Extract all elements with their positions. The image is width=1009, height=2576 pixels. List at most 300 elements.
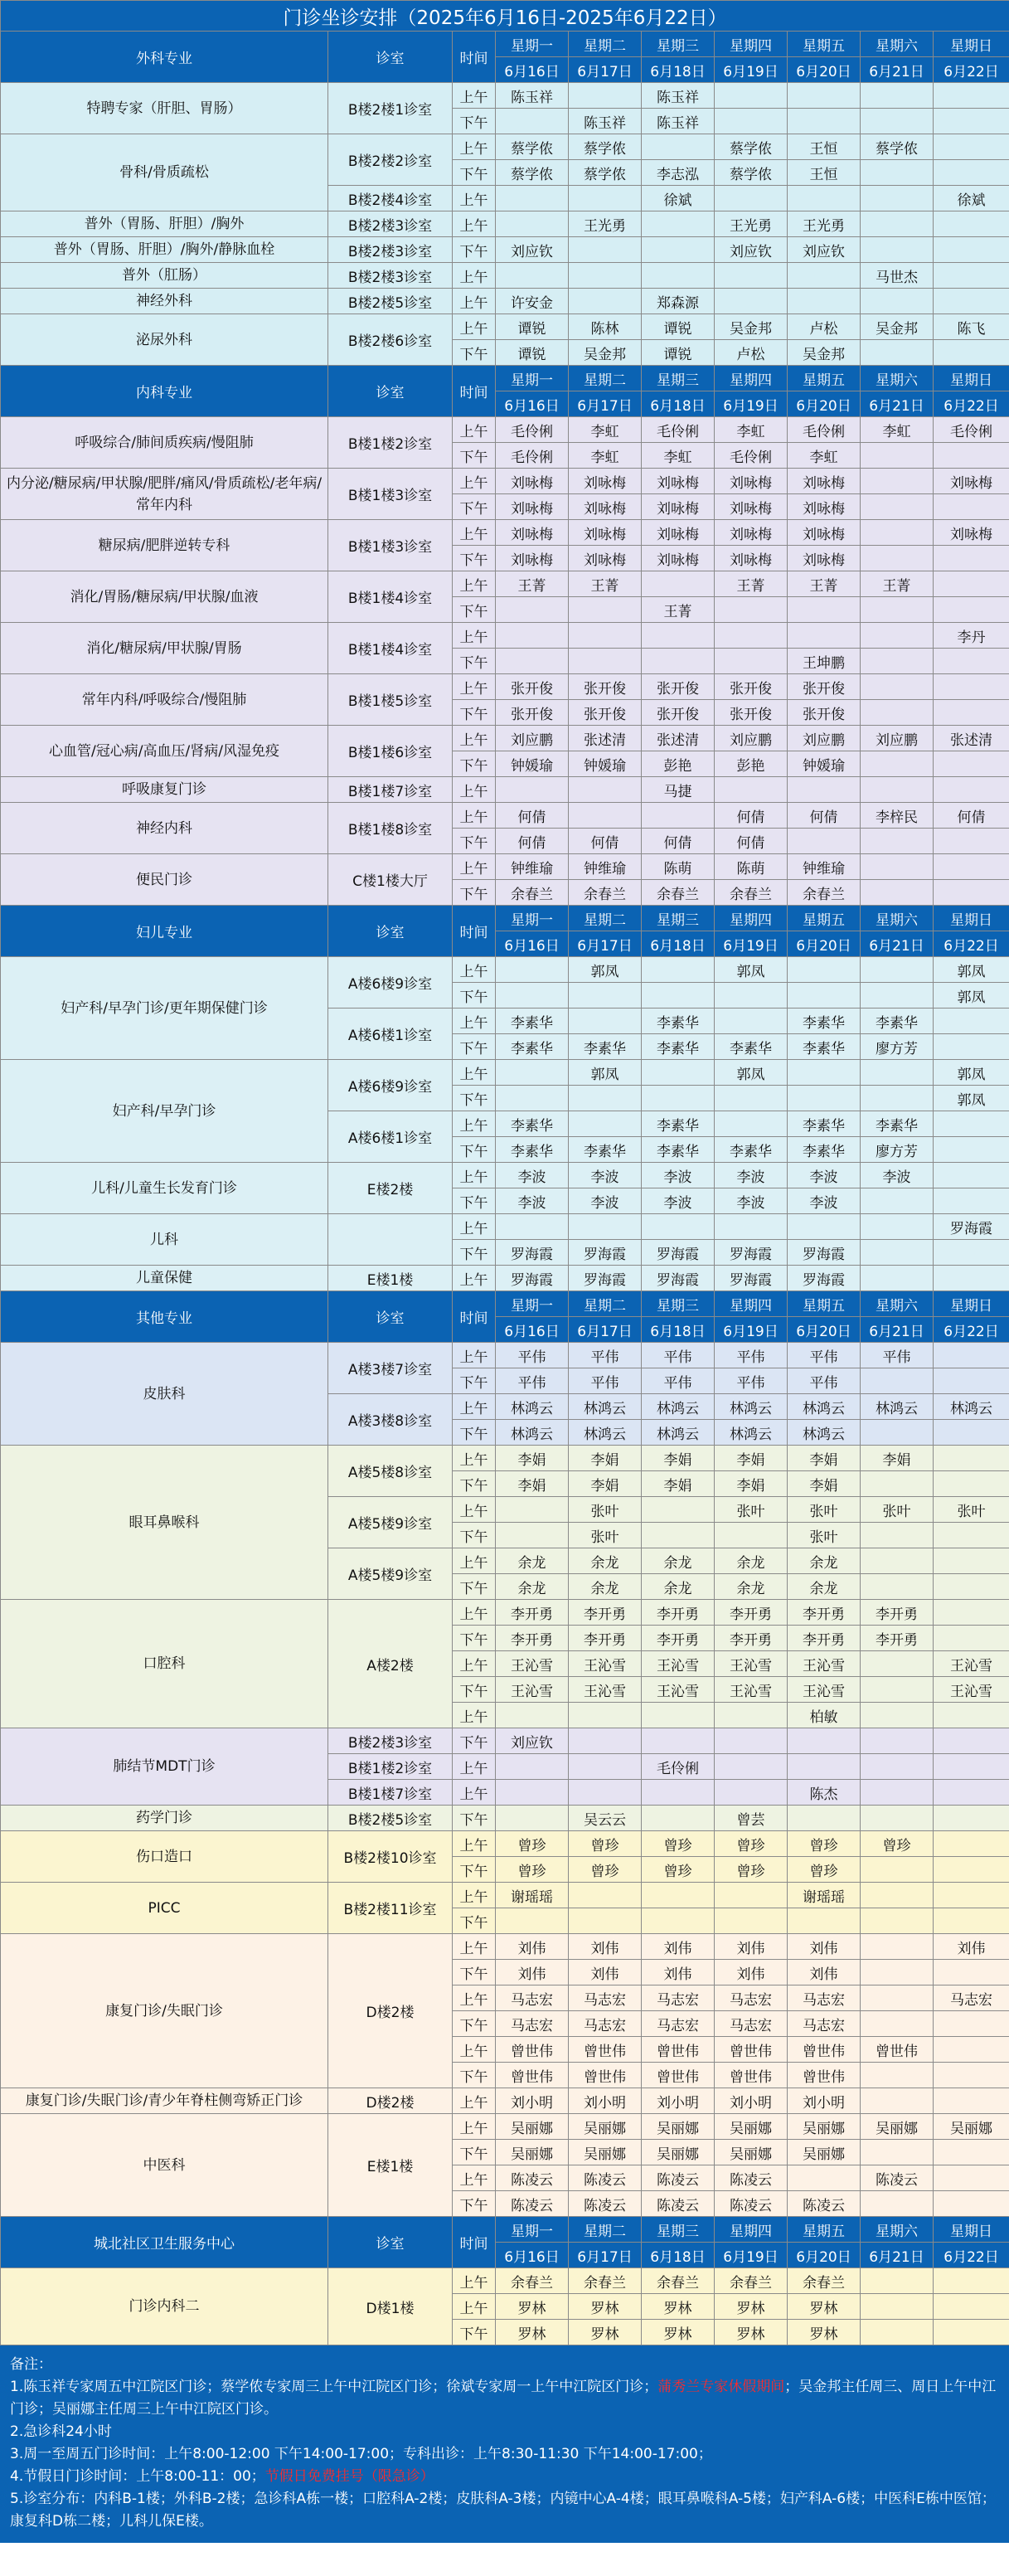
- doctor-cell: 李娟: [569, 1446, 642, 1471]
- time-slot: 上午: [453, 1883, 496, 1908]
- doctor-cell: 罗海霞: [642, 1266, 715, 1291]
- doctor-cell: [861, 1754, 934, 1780]
- doctor-cell: 罗海霞: [496, 1240, 569, 1266]
- doctor-cell: [861, 1368, 934, 1394]
- doctor-cell: [934, 1111, 1009, 1137]
- doctor-cell: 陈玉祥: [642, 109, 715, 134]
- department-name: 消化/胃肠/糖尿病/甲状腺/血液: [1, 571, 328, 623]
- time-slot: 下午: [453, 109, 496, 134]
- time-slot: 下午: [453, 2011, 496, 2037]
- doctor-cell: [934, 700, 1009, 726]
- time-slot: 上午: [453, 469, 496, 494]
- doctor-cell: 李素华: [715, 1137, 788, 1163]
- doctor-cell: 李波: [642, 1188, 715, 1214]
- clinic-room: B楼2楼4诊室: [328, 186, 453, 211]
- schedule-row: [1, 211, 1009, 237]
- doctor-cell: [496, 777, 569, 803]
- doctor-cell: [715, 1086, 788, 1111]
- doctor-cell: 王菁: [861, 571, 934, 597]
- doctor-cell: 王沁雪: [496, 1677, 569, 1703]
- schedule-row: [1, 2268, 1009, 2294]
- schedule-row: [1, 1163, 1009, 1188]
- time-slot: 下午: [453, 2063, 496, 2088]
- doctor-cell: 刘咏梅: [715, 520, 788, 546]
- doctor-cell: 刘伟: [788, 1960, 861, 1985]
- weekday-header: 星期一: [496, 1291, 569, 1317]
- doctor-cell: 张开俊: [788, 674, 861, 700]
- time-slot: 下午: [453, 1574, 496, 1600]
- doctor-cell: 李素华: [496, 1137, 569, 1163]
- doctor-cell: 曾珍: [788, 1857, 861, 1883]
- doctor-cell: 余春兰: [496, 880, 569, 906]
- clinic-room: E楼1楼: [328, 1266, 453, 1291]
- doctor-cell: 郭凤: [934, 957, 1009, 983]
- doctor-cell: [861, 623, 934, 649]
- section-header-row: [1, 32, 1009, 57]
- doctor-cell: 马志宏: [642, 2011, 715, 2037]
- doctor-cell: 曾世伟: [861, 2037, 934, 2063]
- date-header: 6月19日: [715, 2243, 788, 2268]
- doctor-cell: [861, 340, 934, 366]
- doctor-cell: [934, 289, 1009, 314]
- time-slot: 下午: [453, 1034, 496, 1060]
- doctor-cell: 陈玉祥: [642, 83, 715, 109]
- doctor-cell: [496, 1908, 569, 1934]
- department-name: 妇产科/早孕门诊: [1, 1060, 328, 1163]
- doctor-cell: [788, 109, 861, 134]
- schedule-row: [1, 1060, 1009, 1086]
- clinic-room: A楼5楼8诊室: [328, 1446, 453, 1497]
- department-name: PICC: [1, 1883, 328, 1934]
- clinic-room: B楼2楼3诊室: [328, 237, 453, 263]
- doctor-cell: 李娟: [642, 1446, 715, 1471]
- doctor-cell: [861, 700, 934, 726]
- doctor-cell: [934, 1446, 1009, 1471]
- doctor-cell: 毛伶俐: [788, 417, 861, 443]
- doctor-cell: [934, 340, 1009, 366]
- clinic-room: A楼3楼7诊室: [328, 1343, 453, 1394]
- date-header: 6月18日: [642, 2243, 715, 2268]
- department-name: 妇产科/早孕门诊/更年期保健门诊: [1, 957, 328, 1060]
- doctor-cell: 钟媛瑜: [788, 751, 861, 777]
- time-slot: 上午: [453, 314, 496, 340]
- doctor-cell: [715, 1703, 788, 1728]
- doctor-cell: 何倩: [496, 829, 569, 854]
- doctor-cell: 曾珍: [496, 1857, 569, 1883]
- time-slot: 上午: [453, 1600, 496, 1626]
- doctor-cell: 罗林: [496, 2294, 569, 2320]
- doctor-cell: [934, 83, 1009, 109]
- weekday-header: 星期一: [496, 906, 569, 931]
- doctor-cell: 陈凌云: [496, 2191, 569, 2217]
- clinic-room: A楼6楼9诊室: [328, 957, 453, 1009]
- department-name: 神经外科: [1, 289, 328, 314]
- clinic-room: [328, 1214, 453, 1266]
- schedule-row: [1, 263, 1009, 289]
- time-slot: 下午: [453, 700, 496, 726]
- time-column-header: 时间: [453, 1291, 496, 1343]
- doctor-cell: [934, 1728, 1009, 1754]
- doctor-cell: [788, 1060, 861, 1086]
- doctor-cell: [715, 1111, 788, 1137]
- doctor-cell: 罗海霞: [569, 1240, 642, 1266]
- doctor-cell: 钟媛瑜: [496, 751, 569, 777]
- room-column-header: 诊室: [328, 2217, 453, 2268]
- doctor-cell: [934, 1266, 1009, 1291]
- doctor-cell: 曾世伟: [788, 2063, 861, 2088]
- doctor-cell: [788, 186, 861, 211]
- doctor-cell: [788, 983, 861, 1009]
- doctor-cell: [788, 263, 861, 289]
- weekday-header: 星期二: [569, 366, 642, 391]
- doctor-cell: [934, 2294, 1009, 2320]
- time-slot: 上午: [453, 1651, 496, 1677]
- doctor-cell: [861, 469, 934, 494]
- time-slot: 下午: [453, 1368, 496, 1394]
- doctor-cell: [861, 237, 934, 263]
- doctor-cell: 刘小明: [569, 2088, 642, 2114]
- weekday-header: 星期一: [496, 32, 569, 57]
- schedule-row: [1, 777, 1009, 803]
- doctor-cell: 刘应钦: [715, 237, 788, 263]
- schedule-row: [1, 237, 1009, 263]
- doctor-cell: 廖方芳: [861, 1137, 934, 1163]
- doctor-cell: 余龙: [642, 1548, 715, 1574]
- doctor-cell: 李波: [496, 1188, 569, 1214]
- doctor-cell: [569, 983, 642, 1009]
- doctor-cell: 郭凤: [715, 957, 788, 983]
- doctor-cell: 林鸿云: [642, 1394, 715, 1420]
- doctor-cell: 刘伟: [715, 1934, 788, 1960]
- doctor-cell: [715, 1009, 788, 1034]
- doctor-cell: 刘咏梅: [788, 520, 861, 546]
- doctor-cell: 刘伟: [715, 1960, 788, 1985]
- schedule-row: [1, 726, 1009, 751]
- schedule-row: [1, 854, 1009, 880]
- doctor-cell: [934, 829, 1009, 854]
- doctor-cell: 罗林: [569, 2294, 642, 2320]
- doctor-cell: 马志宏: [642, 1985, 715, 2011]
- doctor-cell: 罗林: [569, 2320, 642, 2345]
- time-slot: 下午: [453, 983, 496, 1009]
- time-slot: 上午: [453, 957, 496, 983]
- doctor-cell: 毛伶俐: [496, 417, 569, 443]
- doctor-cell: [715, 186, 788, 211]
- weekday-header: 星期六: [861, 2217, 934, 2243]
- doctor-cell: [861, 443, 934, 469]
- schedule-row: [1, 289, 1009, 314]
- doctor-cell: [642, 1728, 715, 1754]
- doctor-cell: 李开勇: [569, 1600, 642, 1626]
- doctor-cell: [861, 1188, 934, 1214]
- doctor-cell: 卢松: [715, 340, 788, 366]
- weekday-header: 星期日: [934, 1291, 1009, 1317]
- time-column-header: 时间: [453, 2217, 496, 2268]
- date-header: 6月21日: [861, 391, 934, 417]
- section-name: 妇儿专业: [1, 906, 328, 957]
- doctor-cell: 张开俊: [569, 700, 642, 726]
- weekday-header: 星期日: [934, 2217, 1009, 2243]
- doctor-cell: [642, 211, 715, 237]
- clinic-room: B楼2楼10诊室: [328, 1831, 453, 1883]
- doctor-cell: 曾珍: [788, 1831, 861, 1857]
- doctor-cell: 钟维瑜: [496, 854, 569, 880]
- weekday-header: 星期日: [934, 906, 1009, 931]
- doctor-cell: 曾世伟: [642, 2037, 715, 2063]
- doctor-cell: [861, 1908, 934, 1934]
- doctor-cell: 蔡学侬: [861, 134, 934, 160]
- doctor-cell: 马志宏: [788, 1985, 861, 2011]
- doctor-cell: 刘咏梅: [496, 469, 569, 494]
- doctor-cell: 平伟: [861, 1343, 934, 1368]
- doctor-cell: [788, 957, 861, 983]
- doctor-cell: [715, 623, 788, 649]
- time-slot: 上午: [453, 520, 496, 546]
- doctor-cell: [715, 1754, 788, 1780]
- notes-line-4-highlight: 节假日免费挂号（限急诊）: [264, 2468, 434, 2485]
- clinic-room: B楼1楼3诊室: [328, 520, 453, 571]
- doctor-cell: 刘伟: [569, 1934, 642, 1960]
- weekday-header: 星期五: [788, 2217, 861, 2243]
- doctor-cell: 李娟: [569, 1471, 642, 1497]
- doctor-cell: 陈凌云: [715, 2165, 788, 2191]
- doctor-cell: 吴丽娜: [496, 2114, 569, 2140]
- doctor-cell: 郭凤: [569, 1060, 642, 1086]
- doctor-cell: 吴丽娜: [569, 2114, 642, 2140]
- doctor-cell: 李虹: [861, 417, 934, 443]
- section-header-row: [1, 366, 1009, 391]
- doctor-cell: 柏敏: [788, 1703, 861, 1728]
- doctor-cell: 陈凌云: [642, 2191, 715, 2217]
- doctor-cell: [861, 1934, 934, 1960]
- time-slot: 上午: [453, 83, 496, 109]
- doctor-cell: [934, 1703, 1009, 1728]
- time-slot: 上午: [453, 2037, 496, 2063]
- doctor-cell: [569, 1009, 642, 1034]
- notes-line-3: 3.周一至周五门诊时间：上午8:00-12:00 下午14:00-17:00；专科出诊：上午8:30-11:30 下午14:00-17:00；: [10, 2446, 712, 2462]
- doctor-cell: [861, 1574, 934, 1600]
- room-column-header: 诊室: [328, 1291, 453, 1343]
- doctor-cell: 何倩: [569, 829, 642, 854]
- time-slot: 上午: [453, 289, 496, 314]
- doctor-cell: 余龙: [569, 1548, 642, 1574]
- doctor-cell: 吴丽娜: [788, 2140, 861, 2165]
- time-slot: 下午: [453, 160, 496, 186]
- doctor-cell: 吴金邦: [715, 314, 788, 340]
- doctor-cell: 李素华: [788, 1034, 861, 1060]
- doctor-cell: 陈凌云: [569, 2165, 642, 2191]
- doctor-cell: 王沁雪: [788, 1651, 861, 1677]
- doctor-cell: 李素华: [496, 1009, 569, 1034]
- doctor-cell: 张开俊: [788, 700, 861, 726]
- doctor-cell: 罗林: [496, 2320, 569, 2345]
- doctor-cell: [861, 2011, 934, 2037]
- doctor-cell: [934, 1754, 1009, 1780]
- doctor-cell: [715, 777, 788, 803]
- doctor-cell: 李素华: [642, 1009, 715, 1034]
- doctor-cell: 曾珍: [715, 1857, 788, 1883]
- doctor-cell: [861, 880, 934, 906]
- doctor-cell: 平伟: [715, 1343, 788, 1368]
- doctor-cell: [934, 2037, 1009, 2063]
- department-name: 骨科/骨质疏松: [1, 134, 328, 211]
- time-slot: 下午: [453, 1908, 496, 1934]
- doctor-cell: 刘咏梅: [642, 494, 715, 520]
- doctor-cell: 王沁雪: [569, 1677, 642, 1703]
- doctor-cell: 吴云云: [569, 1806, 642, 1831]
- doctor-cell: 张开俊: [715, 700, 788, 726]
- doctor-cell: 何倩: [788, 803, 861, 829]
- doctor-cell: 王沁雪: [934, 1651, 1009, 1677]
- date-header: 6月20日: [788, 931, 861, 957]
- time-slot: 下午: [453, 1420, 496, 1446]
- doctor-cell: 李虹: [569, 443, 642, 469]
- schedule-row: [1, 623, 1009, 649]
- doctor-cell: 李素华: [788, 1137, 861, 1163]
- department-name: 普外（胃肠、肝胆）/胸外: [1, 211, 328, 237]
- doctor-cell: 王沁雪: [569, 1651, 642, 1677]
- schedule-row: [1, 803, 1009, 829]
- date-header: 6月16日: [496, 2243, 569, 2268]
- doctor-cell: 刘咏梅: [642, 520, 715, 546]
- doctor-cell: [715, 649, 788, 674]
- doctor-cell: 罗林: [788, 2320, 861, 2345]
- doctor-cell: [642, 1908, 715, 1934]
- doctor-cell: [934, 1137, 1009, 1163]
- time-slot: 下午: [453, 237, 496, 263]
- doctor-cell: 王光勇: [569, 211, 642, 237]
- doctor-cell: 吴丽娜: [934, 2114, 1009, 2140]
- doctor-cell: [788, 597, 861, 623]
- doctor-cell: 曾世伟: [496, 2037, 569, 2063]
- doctor-cell: 平伟: [569, 1343, 642, 1368]
- time-slot: 上午: [453, 1266, 496, 1291]
- doctor-cell: [934, 1574, 1009, 1600]
- doctor-cell: [788, 1754, 861, 1780]
- doctor-cell: 李虹: [715, 417, 788, 443]
- doctor-cell: 刘伟: [934, 1934, 1009, 1960]
- doctor-cell: 余龙: [788, 1548, 861, 1574]
- weekday-header: 星期日: [934, 32, 1009, 57]
- date-header: 6月16日: [496, 931, 569, 957]
- doctor-cell: 李娟: [861, 1446, 934, 1471]
- doctor-cell: 谭锐: [496, 314, 569, 340]
- doctor-cell: [642, 1214, 715, 1240]
- doctor-cell: 彭艳: [642, 751, 715, 777]
- doctor-cell: [861, 211, 934, 237]
- doctor-cell: [569, 1908, 642, 1934]
- doctor-cell: 吴丽娜: [569, 2140, 642, 2165]
- doctor-cell: 刘咏梅: [496, 494, 569, 520]
- doctor-cell: [496, 1060, 569, 1086]
- doctor-cell: 刘应鹏: [861, 726, 934, 751]
- doctor-cell: [788, 1908, 861, 1934]
- doctor-cell: [861, 2191, 934, 2217]
- weekday-header: 星期六: [861, 32, 934, 57]
- doctor-cell: 毛伶俐: [642, 417, 715, 443]
- schedule-row: [1, 1446, 1009, 1471]
- doctor-cell: [934, 2088, 1009, 2114]
- date-header: 6月22日: [934, 931, 1009, 957]
- doctor-cell: [861, 829, 934, 854]
- department-name: 泌尿外科: [1, 314, 328, 366]
- doctor-cell: [934, 2268, 1009, 2294]
- doctor-cell: [934, 134, 1009, 160]
- time-slot: 上午: [453, 571, 496, 597]
- time-slot: 上午: [453, 1548, 496, 1574]
- doctor-cell: 张叶: [715, 1497, 788, 1523]
- doctor-cell: [569, 1728, 642, 1754]
- doctor-cell: 张叶: [934, 1497, 1009, 1523]
- doctor-cell: 李娟: [788, 1446, 861, 1471]
- doctor-cell: 曾世伟: [715, 2063, 788, 2088]
- time-column-header: 时间: [453, 32, 496, 83]
- doctor-cell: [861, 751, 934, 777]
- doctor-cell: 谭锐: [642, 340, 715, 366]
- department-name: 常年内科/呼吸综合/慢阻肺: [1, 674, 328, 726]
- doctor-cell: [861, 674, 934, 700]
- doctor-cell: 李素华: [788, 1009, 861, 1034]
- schedule-row: [1, 469, 1009, 494]
- doctor-cell: [934, 674, 1009, 700]
- clinic-room: B楼2楼5诊室: [328, 1806, 453, 1831]
- date-header: 6月18日: [642, 391, 715, 417]
- doctor-cell: [569, 1883, 642, 1908]
- doctor-cell: [715, 1728, 788, 1754]
- doctor-cell: [861, 2063, 934, 2088]
- doctor-cell: 刘应钦: [496, 237, 569, 263]
- doctor-cell: [934, 597, 1009, 623]
- time-slot: 下午: [453, 1188, 496, 1214]
- doctor-cell: [569, 1754, 642, 1780]
- doctor-cell: [934, 1009, 1009, 1034]
- section-header-row: [1, 906, 1009, 931]
- date-header: 6月16日: [496, 1317, 569, 1343]
- doctor-cell: 李梓民: [861, 803, 934, 829]
- doctor-cell: 罗海霞: [788, 1266, 861, 1291]
- clinic-room: C楼1楼大厅: [328, 854, 453, 906]
- weekday-header: 星期三: [642, 906, 715, 931]
- notes-line-1: [10, 2376, 999, 2421]
- doctor-cell: [569, 649, 642, 674]
- doctor-cell: 林鸿云: [861, 1394, 934, 1420]
- doctor-cell: [861, 854, 934, 880]
- doctor-cell: 余春兰: [788, 2268, 861, 2294]
- time-slot: 上午: [453, 1214, 496, 1240]
- doctor-cell: [861, 1471, 934, 1497]
- doctor-cell: 蔡学侬: [715, 134, 788, 160]
- doctor-cell: 张述清: [642, 726, 715, 751]
- doctor-cell: 毛伶俐: [642, 1754, 715, 1780]
- time-slot: 下午: [453, 1857, 496, 1883]
- date-header: 6月18日: [642, 57, 715, 83]
- clinic-room: D楼2楼: [328, 2088, 453, 2114]
- time-slot: 下午: [453, 1806, 496, 1831]
- doctor-cell: 李娟: [715, 1471, 788, 1497]
- doctor-cell: [934, 2063, 1009, 2088]
- doctor-cell: [934, 546, 1009, 571]
- doctor-cell: 林鸿云: [715, 1420, 788, 1446]
- doctor-cell: 吴丽娜: [715, 2140, 788, 2165]
- doctor-cell: [934, 1420, 1009, 1446]
- time-slot: 下午: [453, 2191, 496, 2217]
- doctor-cell: [861, 546, 934, 571]
- doctor-cell: 李开勇: [788, 1600, 861, 1626]
- doctor-cell: 林鸿云: [496, 1420, 569, 1446]
- doctor-cell: 刘咏梅: [715, 469, 788, 494]
- doctor-cell: [934, 2140, 1009, 2165]
- doctor-cell: 曾珍: [569, 1831, 642, 1857]
